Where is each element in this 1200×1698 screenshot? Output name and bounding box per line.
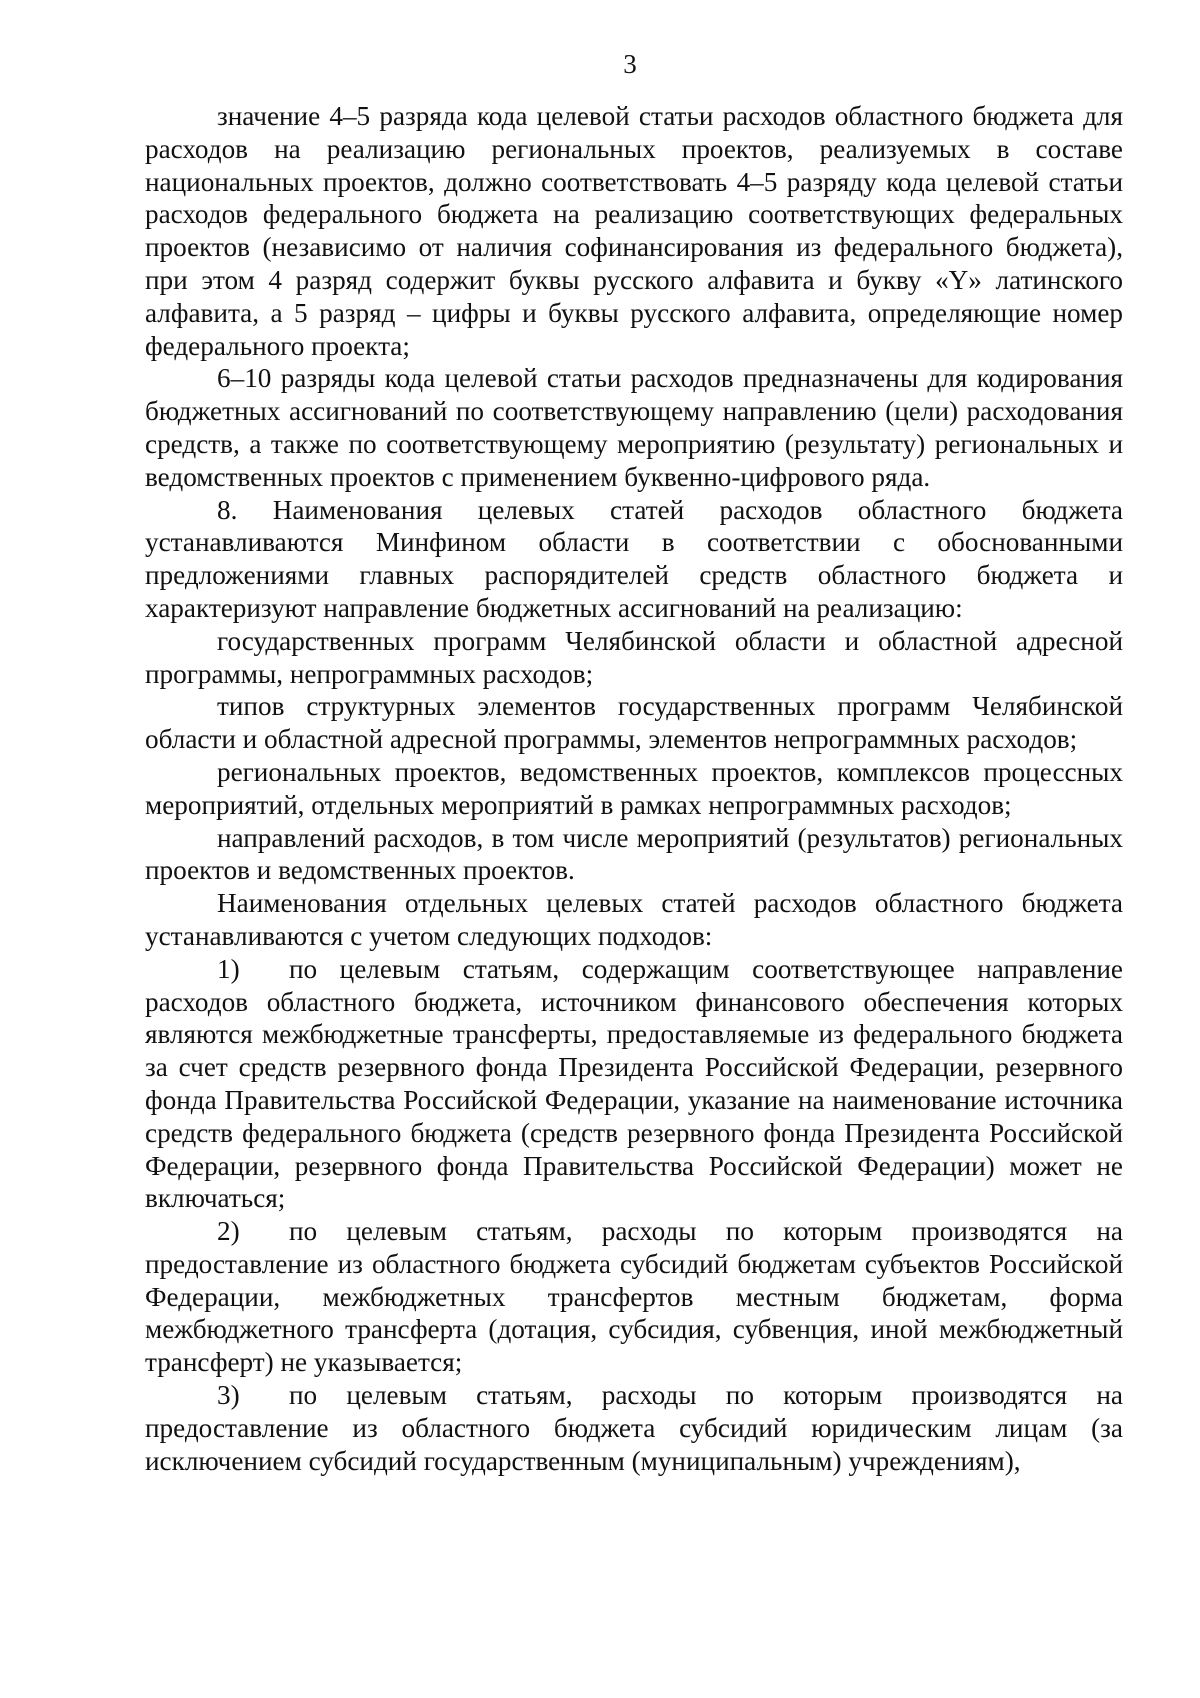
page-number: 3	[623, 49, 637, 79]
paragraph-regional-projects: региональных проектов, ведомственных проектов, комплексов процессных мероприятий, отдельных мероприятий в рамках непрограммных расходов;	[145, 756, 1123, 820]
numbered-item-2-text: по целевым статьям, расходы по которым производятся на предоставление из областного бюджета субсидий бюджетам субъектов Российской Федерации, межбюджетных трансфертов местным бюджетам, форма межбюджетного трансферта (дотация, субсидия, субвенция, иной межбюджетный трансферт) не указывается;	[145, 1216, 1123, 1378]
numbered-item-2-number: 2)	[217, 1216, 240, 1247]
numbered-item-3-text: по целевым статьям, расходы по которым производятся на предоставление из областного бюджета субсидий юридическим лицам (за исключением субсидий государственным (муниципальным) учреждениям),	[145, 1380, 1123, 1476]
numbered-item-1	[145, 953, 1123, 1215]
document-body	[145, 100, 1123, 1477]
numbered-item-1-number: 1)	[217, 953, 240, 984]
paragraph-structural-element-types: типов структурных элементов государственных программ Челябинской области и областной адресной программы, элементов непрограммных расходов;	[145, 691, 1123, 755]
numbered-item-2	[145, 1215, 1123, 1379]
paragraph-code-digits-6-10: 6–10 разряды кода целевой статьи расходов предназначены для кодирования бюджетных ассигнований по соответствующему направлению (цели) расходования средств, а также по соответствующему мероприятию (результату) региональных и ведомственных проектов с применением буквенно-цифрового ряда.	[145, 363, 1123, 492]
numbered-item-3	[145, 1379, 1123, 1477]
paragraph-expense-directions: направлений расходов, в том числе мероприятий (результатов) региональных проектов и ведомственных проектов.	[145, 822, 1123, 886]
paragraph-naming-approaches: Наименования отдельных целевых статей расходов областного бюджета устанавливаются с учетом следующих подходов:	[145, 888, 1123, 951]
paragraph-code-digits-4-5: значение 4–5 разряда кода целевой статьи расходов областного бюджета для расходов на реализацию региональных проектов, реализуемых в составе национальных проектов, должно соответствовать 4–5 разряду кода целевой статьи расходов федерального бюджета на реализацию соответствующих федеральных проектов (независимо от наличия софинансирования из федерального бюджета), при этом 4 разряд содержит буквы русского алфавита и букву «Y» латинского алфавита, а 5 разряд – цифры и буквы русского алфавита, определяющие номер федерального проекта;	[145, 101, 1123, 361]
paragraph-state-programs: государственных программ Челябинской области и областной адресной программы, непрограммных расходов;	[145, 625, 1123, 689]
numbered-item-1-text: по целевым статьям, содержащим соответствующее направление расходов областного бюджета, источником финансового обеспечения которых являются межбюджетные трансферты, предоставляемые из федерального бюджета за счет средств резервного фонда Президента Российской Федерации, резервного фонда Правительства Российской Федерации, указание на наименование источника средств федерального бюджета (средств резервного фонда Президента Российской Федерации, резервного фонда Правительства Российской Федерации) может не включаться;	[145, 953, 1123, 1214]
paragraph-section-8: 8. Наименования целевых статей расходов областного бюджета устанавливаются Минфином области в соответствии с обоснованными предложениями главных распорядителей средств областного бюджета и характеризуют направление бюджетных ассигнований на реализацию:	[145, 494, 1123, 623]
numbered-item-3-number: 3)	[217, 1380, 240, 1411]
